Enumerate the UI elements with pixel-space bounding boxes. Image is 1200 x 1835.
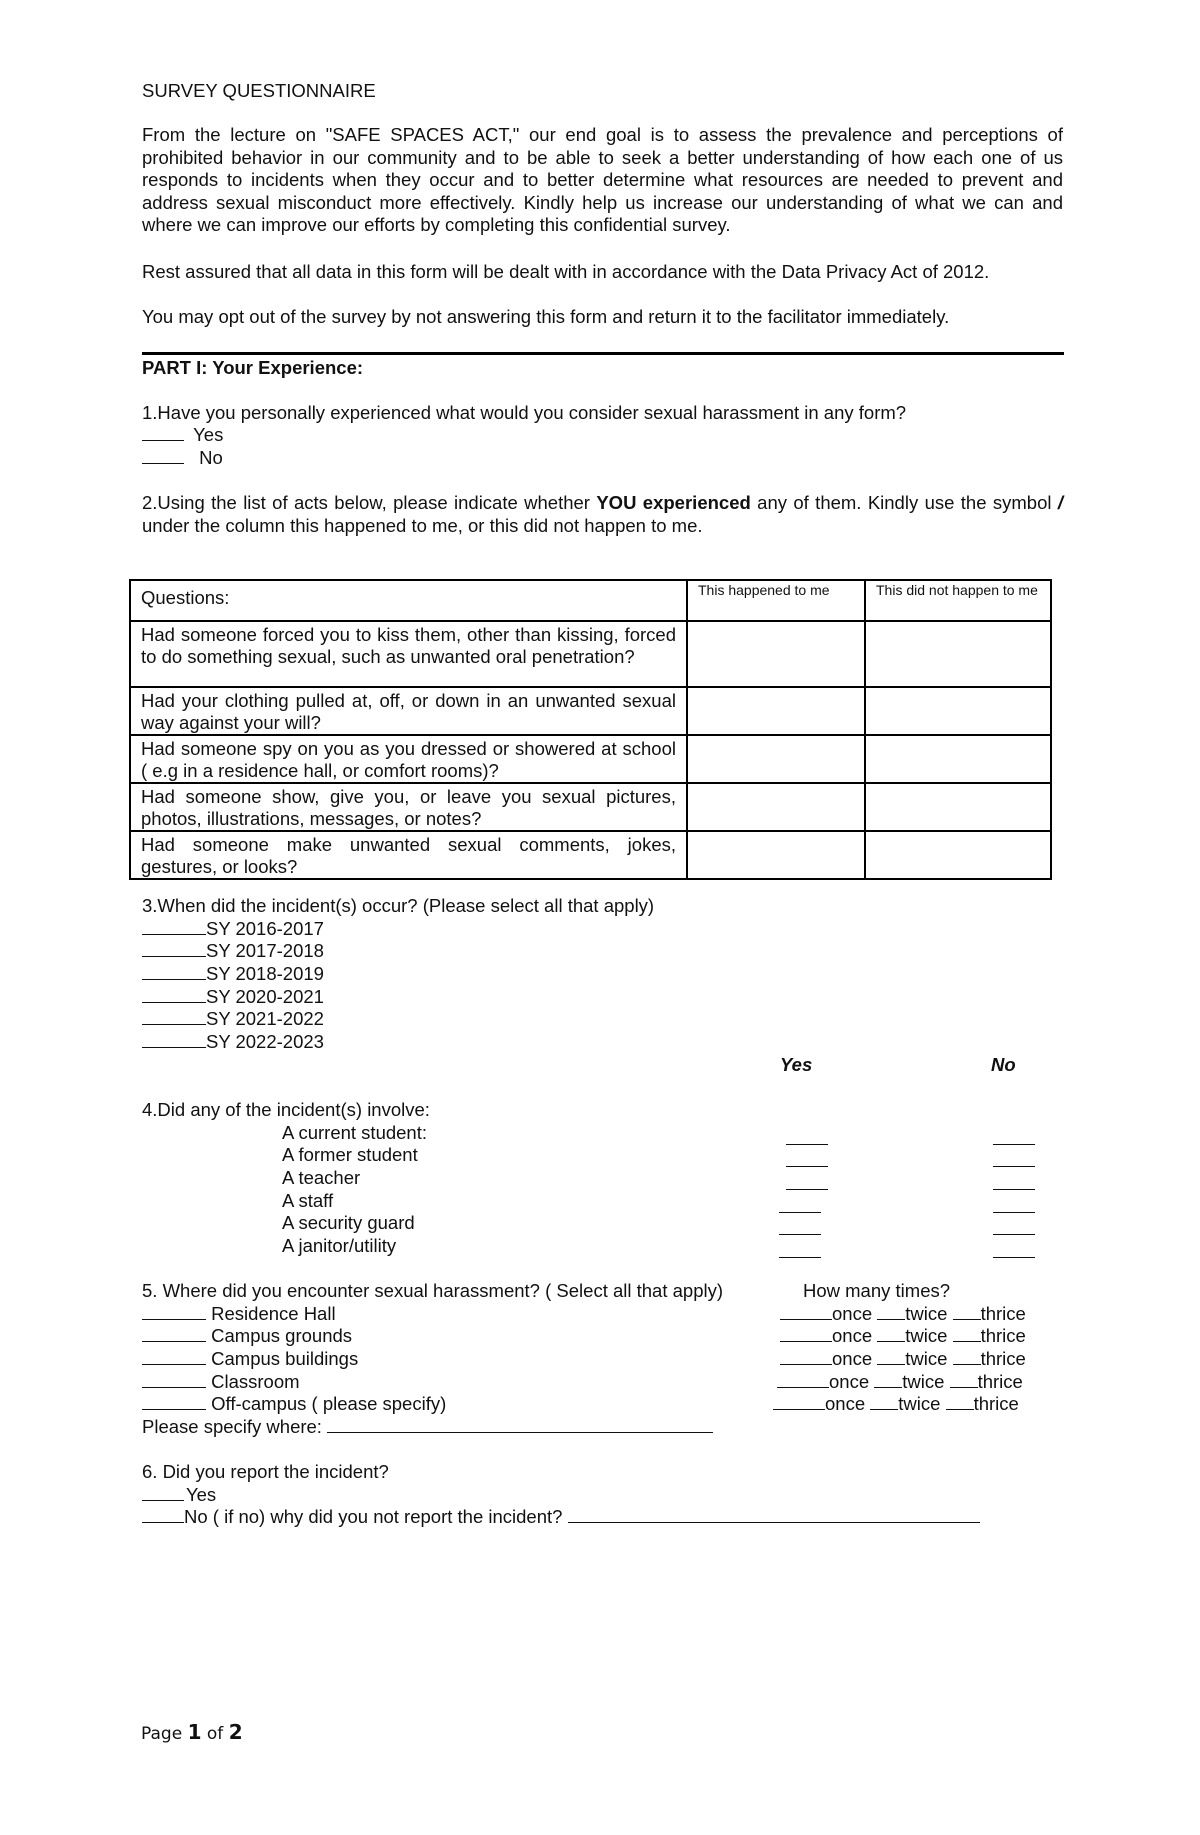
q3-option-label: SY 2022-2023 [206, 1031, 324, 1052]
not-happened-cell[interactable] [865, 621, 1051, 687]
question-cell: Had someone show, give you, or leave you sexual pictures, photos, illustrations, messages, or notes? [130, 783, 687, 831]
q3-text: 3.When did the incident(s) occur? (Please select all that apply) [142, 895, 655, 916]
q3-blank[interactable] [142, 1009, 206, 1025]
once-blank[interactable] [780, 1304, 832, 1320]
twice-label: twice [905, 1325, 948, 1346]
intro-paragraph: From the lecture on "SAFE SPACES ACT," our end goal is to assess the prevalence and perceptions of prohibited behavior in our community and to be able to seek a better understanding of how each one of us responds to incidents when they occur and to better determine what resources are needed to prevent and address sexual misconduct more effectively. Kindly help us increase our understanding of what we can and where we can improve our efforts by completing this confidential survey. [142, 124, 1063, 236]
twice-label: twice [898, 1393, 941, 1414]
twice-blank[interactable] [877, 1326, 905, 1342]
thrice-label: thrice [973, 1393, 1019, 1414]
q4-option-label: A current student: [282, 1122, 428, 1143]
q4-yes-blank[interactable] [786, 1174, 828, 1190]
q4-no-blank[interactable] [993, 1174, 1035, 1190]
once-label: once [832, 1348, 873, 1369]
not-happened-cell[interactable] [865, 783, 1051, 831]
q4-text: 4.Did any of the incident(s) involve: [142, 1099, 430, 1120]
q3-option[interactable] [142, 1031, 324, 1053]
happened-cell[interactable] [687, 687, 865, 735]
q3-option[interactable] [142, 986, 324, 1008]
q5-frequency-row [780, 1325, 1026, 1347]
q5-blank[interactable] [142, 1349, 206, 1365]
table-header-row [130, 580, 1051, 621]
table-row [130, 735, 1051, 783]
q5-option-label: Classroom [211, 1371, 300, 1392]
q5-blank[interactable] [142, 1372, 206, 1388]
q6-no-blank[interactable] [142, 1507, 184, 1523]
not-happened-cell[interactable] [865, 735, 1051, 783]
q4-no-blank[interactable] [993, 1129, 1035, 1145]
q5-frequency-row [780, 1348, 1026, 1370]
not-happened-cell[interactable] [865, 831, 1051, 879]
thrice-blank[interactable] [953, 1349, 981, 1365]
happened-cell[interactable] [687, 621, 865, 687]
twice-label: twice [905, 1303, 948, 1324]
q3-option[interactable] [142, 963, 324, 985]
not-happened-column-header: This did not happen to me [865, 580, 1051, 621]
q2-text-end: under the column this happened to me, or this did not happen to me. [142, 514, 703, 536]
thrice-label: thrice [977, 1371, 1023, 1392]
page-footer [141, 1720, 243, 1744]
opt-out-note: You may opt out of the survey by not answering this form and return it to the facilitator immediately. [142, 306, 950, 327]
table-row [130, 621, 1051, 687]
question-cell: Had someone forced you to kiss them, other than kissing, forced to do something sexual, such as unwanted oral penetration? [130, 621, 687, 687]
q6-no-option[interactable] [142, 1506, 980, 1528]
q3-option-label: SY 2018-2019 [206, 963, 324, 984]
question-cell: Had someone make unwanted sexual comments, jokes, gestures, or looks? [130, 831, 687, 879]
q1-no-option[interactable] [142, 447, 223, 469]
q5-option[interactable] [142, 1348, 358, 1370]
q4-no-blank[interactable] [993, 1197, 1035, 1213]
q5-frequency-row [777, 1371, 1023, 1393]
q3-option-label: SY 2020-2021 [206, 986, 324, 1007]
q4-yes-blank[interactable] [786, 1151, 828, 1167]
q1-yes-label: Yes [193, 424, 224, 445]
q5-option[interactable] [142, 1371, 300, 1393]
question-cell: Had your clothing pulled at, off, or down in an unwanted sexual way against your will? [130, 687, 687, 735]
q4-option-label: A security guard [282, 1212, 415, 1233]
q2-text-before: 2.Using the list of acts below, please indicate whether [142, 492, 597, 513]
once-label: once [825, 1393, 866, 1414]
happened-cell[interactable] [687, 783, 865, 831]
once-blank[interactable] [777, 1372, 829, 1388]
q4-option-label: A former student [282, 1144, 418, 1165]
q5-times-label: How many times? [803, 1280, 951, 1301]
q1-yes-blank[interactable] [142, 425, 184, 441]
q3-option[interactable] [142, 940, 324, 962]
happened-column-header: This happened to me [687, 580, 865, 621]
table-row [130, 687, 1051, 735]
q1-yes-option[interactable] [142, 424, 223, 446]
once-label: once [832, 1303, 873, 1324]
q5-blank[interactable] [142, 1304, 206, 1320]
q6-no-label: No ( if no) why did you not report the incident? [184, 1506, 563, 1527]
thrice-label: thrice [980, 1348, 1026, 1369]
q4-no-blank[interactable] [993, 1219, 1035, 1235]
q3-blank[interactable] [142, 964, 206, 980]
once-blank[interactable] [773, 1394, 825, 1410]
q6-yes-label: Yes [186, 1484, 217, 1505]
twice-label: twice [902, 1371, 945, 1392]
q3-blank[interactable] [142, 987, 206, 1003]
q3-option[interactable] [142, 1008, 324, 1030]
q6-yes-blank[interactable] [142, 1485, 184, 1501]
thrice-blank[interactable] [950, 1372, 978, 1388]
q2-symbol: / [1057, 492, 1063, 513]
thrice-label: thrice [980, 1325, 1026, 1346]
q6-yes-option[interactable] [142, 1484, 216, 1506]
q5-blank[interactable] [142, 1394, 206, 1410]
twice-label: twice [905, 1348, 948, 1369]
footer-page-total: 2 [228, 1720, 243, 1744]
twice-blank[interactable] [877, 1349, 905, 1365]
happened-cell[interactable] [687, 735, 865, 783]
q3-option-label: SY 2021-2022 [206, 1008, 324, 1029]
q2-text-after: any of them. Kindly use the symbol [750, 492, 1058, 513]
question-cell: Had someone spy on you as you dressed or showered at school ( e.g in a residence hall, or comfort rooms)? [130, 735, 687, 783]
thrice-blank[interactable] [946, 1394, 974, 1410]
thrice-label: thrice [980, 1303, 1026, 1324]
q2-text [142, 492, 1063, 537]
q5-text: 5. Where did you encounter sexual harassment? ( Select all that apply) [142, 1280, 724, 1301]
q1-no-blank[interactable] [142, 448, 184, 464]
q3-option-label: SY 2017-2018 [206, 940, 324, 961]
footer-page-number: 1 [187, 1720, 202, 1744]
q4-option-label: A janitor/utility [282, 1235, 397, 1256]
section-divider [142, 352, 1064, 355]
q3-blank[interactable] [142, 1032, 206, 1048]
once-label: once [832, 1325, 873, 1346]
q3-blank[interactable] [142, 919, 206, 935]
q4-option-label: A teacher [282, 1167, 361, 1188]
q2-emphasis: YOU experienced [596, 492, 751, 513]
once-blank[interactable] [780, 1326, 832, 1342]
twice-blank[interactable] [870, 1394, 898, 1410]
footer-of-word: of [206, 1724, 224, 1744]
twice-blank[interactable] [874, 1372, 902, 1388]
q5-specify-blank[interactable] [327, 1417, 713, 1433]
q4-no-blank[interactable] [993, 1242, 1035, 1258]
once-label: once [829, 1371, 870, 1392]
q4-yes-blank[interactable] [779, 1197, 821, 1213]
q5-option-label: Off-campus ( please specify) [211, 1393, 447, 1414]
q4-yes-header: Yes [780, 1054, 813, 1075]
q4-yes-blank[interactable] [779, 1242, 821, 1258]
thrice-blank[interactable] [953, 1304, 981, 1320]
questions-column-header: Questions: [130, 580, 687, 621]
q5-option-label: Residence Hall [211, 1303, 336, 1324]
q5-specify-label: Please specify where: [142, 1416, 322, 1437]
q6-reason-blank[interactable] [568, 1507, 980, 1523]
q4-yes-blank[interactable] [786, 1129, 828, 1145]
q4-no-blank[interactable] [993, 1151, 1035, 1167]
q5-option-label: Campus grounds [211, 1325, 353, 1346]
q6-text: 6. Did you report the incident? [142, 1461, 389, 1482]
q5-option[interactable] [142, 1303, 336, 1325]
q5-frequency-row [773, 1393, 1019, 1415]
q1-no-label: No [199, 447, 223, 468]
happened-cell[interactable] [687, 831, 865, 879]
table-row [130, 831, 1051, 879]
privacy-note: Rest assured that all data in this form will be dealt with in accordance with the Data Privacy Act of 2012. [142, 261, 990, 282]
q3-blank[interactable] [142, 941, 206, 957]
thrice-blank[interactable] [953, 1326, 981, 1342]
part1-heading: PART I: Your Experience: [142, 357, 364, 378]
experience-table [129, 579, 1052, 880]
q5-option[interactable] [142, 1393, 446, 1415]
q5-specify-row [142, 1416, 713, 1438]
footer-page-word: Page [141, 1724, 183, 1744]
q3-option[interactable] [142, 918, 324, 940]
twice-blank[interactable] [877, 1304, 905, 1320]
q5-option[interactable] [142, 1325, 352, 1347]
q5-option-label: Campus buildings [211, 1348, 359, 1369]
page-title: SURVEY QUESTIONNAIRE [142, 80, 376, 101]
q3-option-label: SY 2016-2017 [206, 918, 324, 939]
once-blank[interactable] [780, 1349, 832, 1365]
not-happened-cell[interactable] [865, 687, 1051, 735]
q4-yes-blank[interactable] [779, 1219, 821, 1235]
q4-no-header: No [991, 1054, 1016, 1075]
q5-blank[interactable] [142, 1326, 206, 1342]
table-row [130, 783, 1051, 831]
q4-option-label: A staff [282, 1190, 334, 1211]
q5-frequency-row [780, 1303, 1026, 1325]
q1-text: 1.Have you personally experienced what would you consider sexual harassment in any form? [142, 402, 907, 423]
